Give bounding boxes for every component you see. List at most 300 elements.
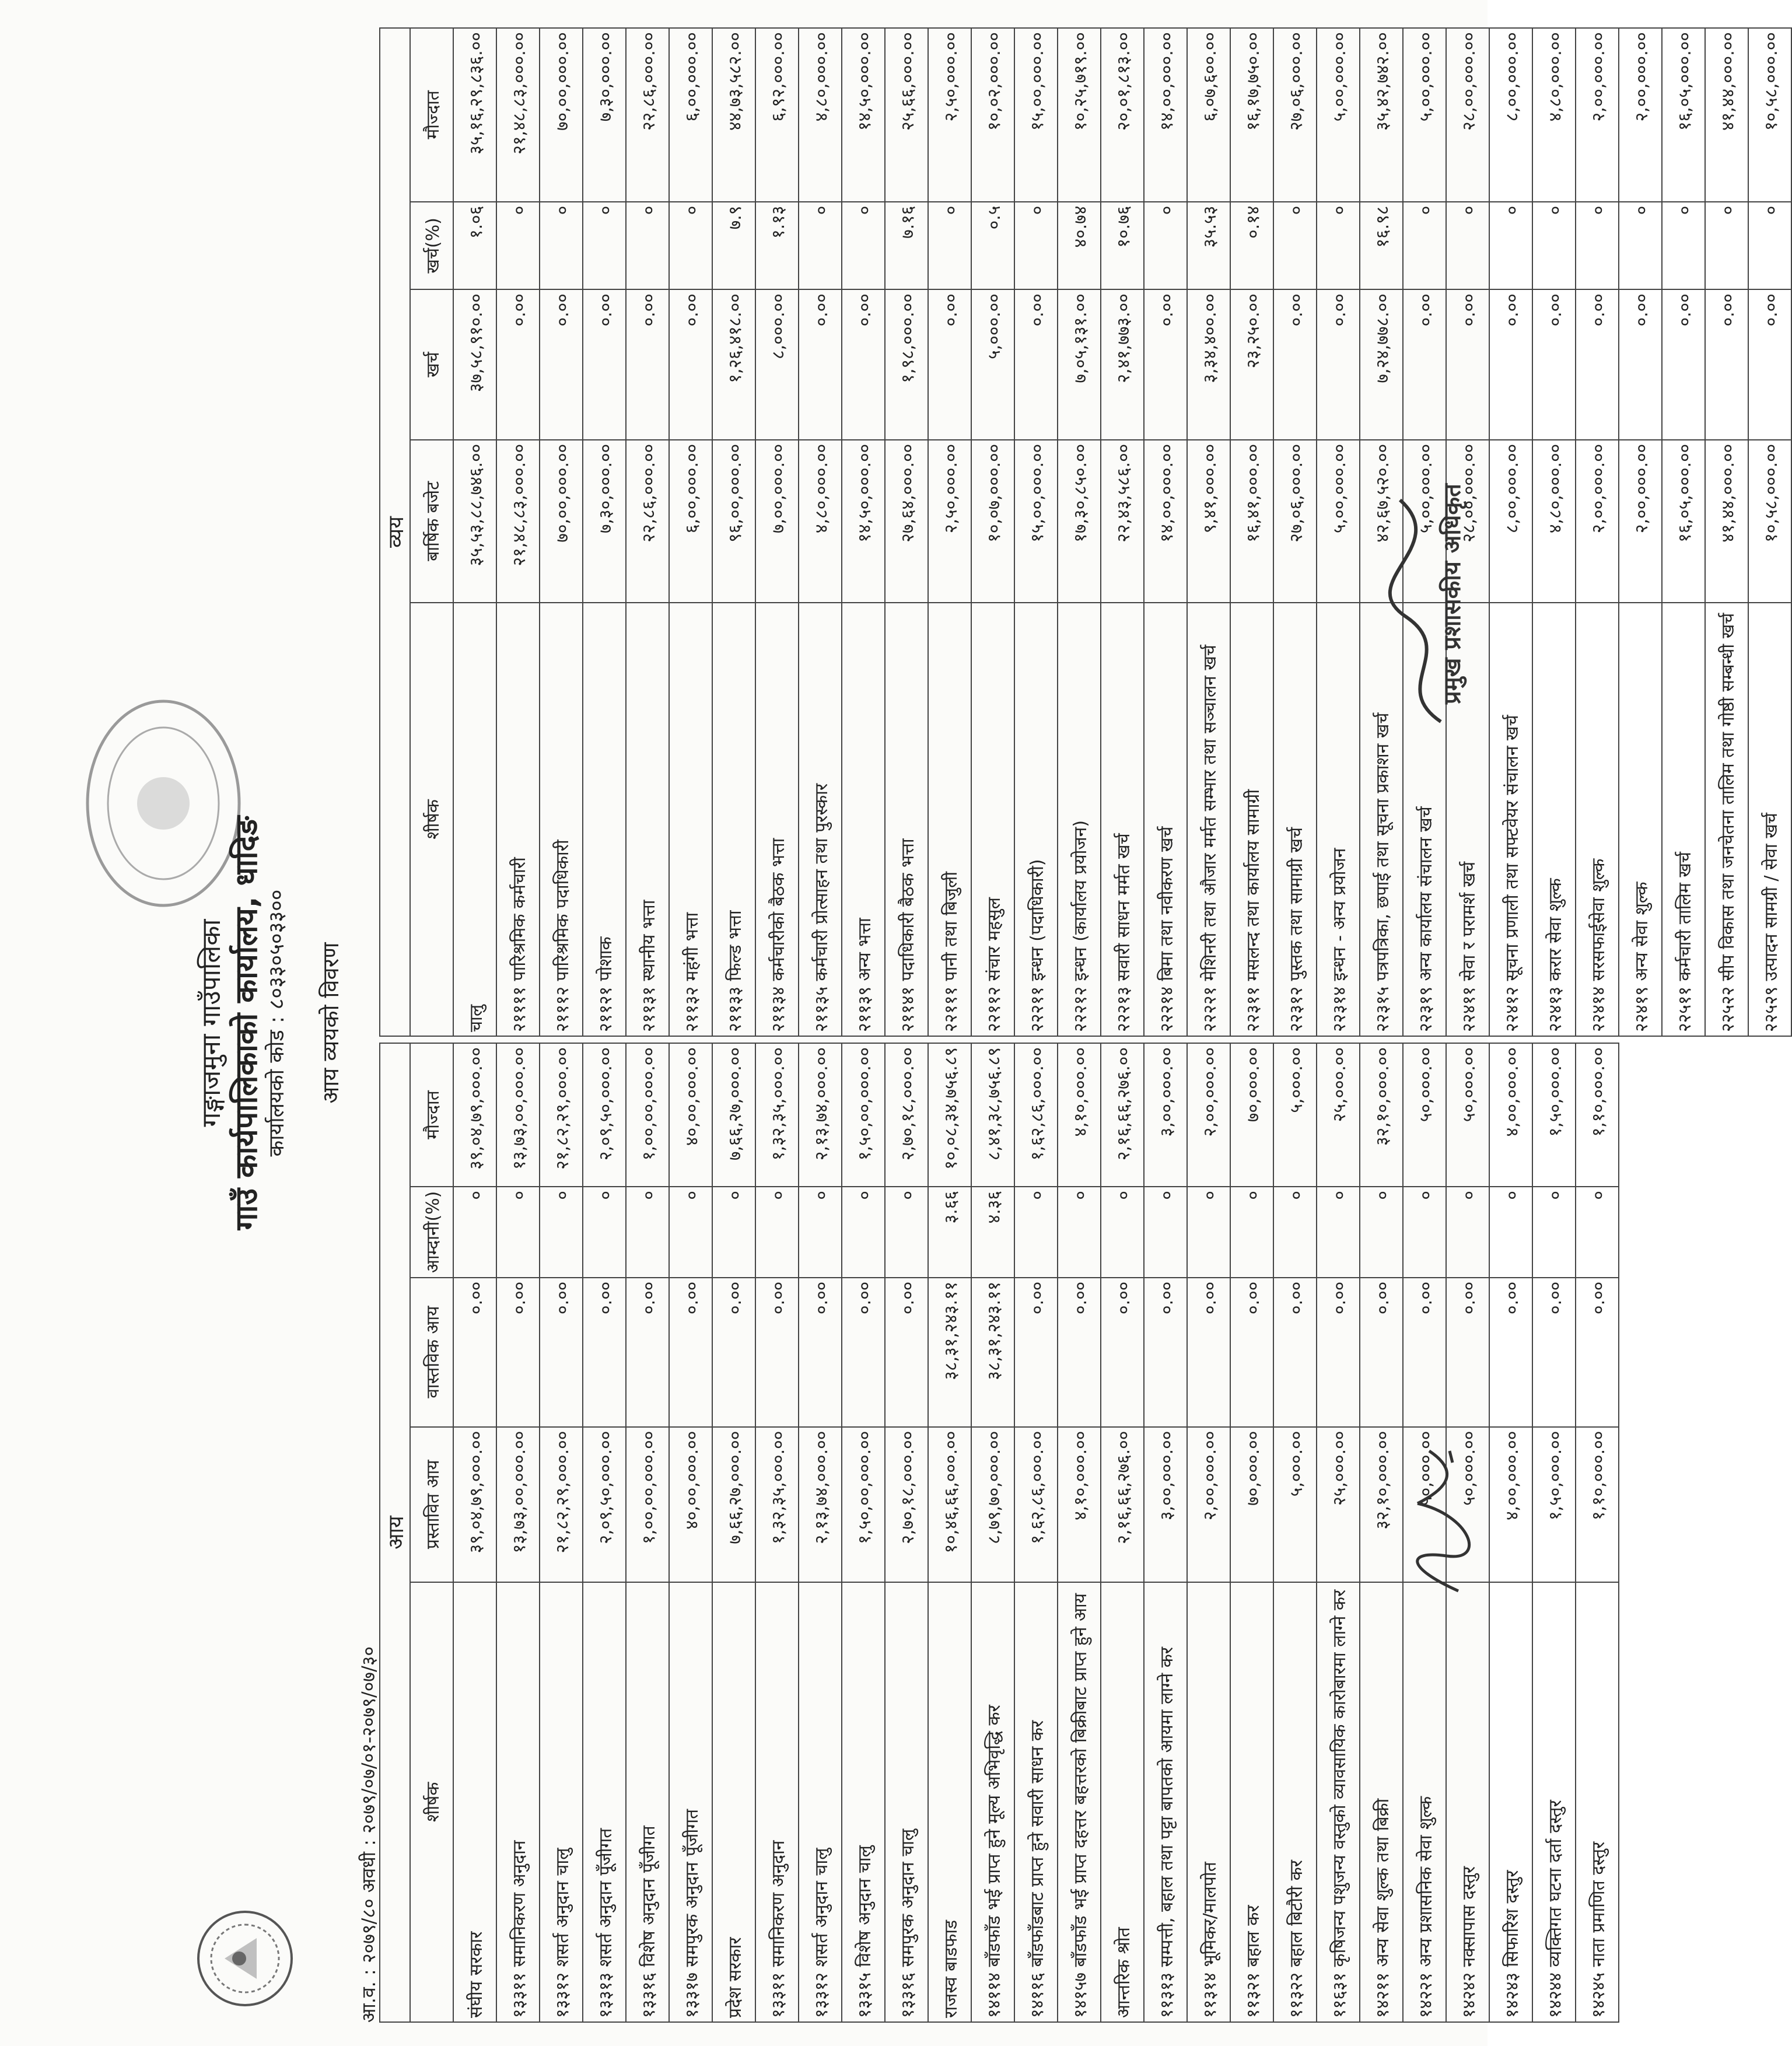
expense-cell-balance: २०,०१,८१३.०० — [1101, 28, 1144, 202]
expense-cell-amount-b: ०.०० — [1144, 289, 1187, 440]
income-row — [928, 1043, 971, 2022]
expense-cell-amount-b: ०.०० — [583, 289, 626, 440]
expense-col-balance: मौज्दात — [410, 28, 453, 202]
income-cell-amount-b: ०.०० — [712, 1278, 755, 1427]
expense-cell-title: २१११२ पारिश्रमिक पदाधिकारी — [540, 603, 583, 1036]
income-cell-balance: ५०,०००.०० — [1403, 1043, 1446, 1187]
expense-row — [755, 28, 799, 1036]
income-cell-amount-a: २१,८२,२९,०००.०० — [540, 1427, 583, 1582]
income-cell-amount-a: १,३२,३५,०००.०० — [755, 1427, 799, 1582]
expense-cell-title: २२२१४ बिमा तथा नवीकरण खर्च — [1144, 603, 1187, 1036]
income-row — [1230, 1043, 1273, 2022]
expense-cell-balance: ८,००,०००.०० — [1489, 28, 1532, 202]
income-cell-amount-a: ४,१०,०००.०० — [1058, 1427, 1101, 1582]
expense-cell-amount-b: ०.०० — [1489, 289, 1532, 440]
income-cell-balance: २,१३,७४,०००.०० — [799, 1043, 842, 1187]
income-cell-title: १३३११ समानिकरण अनुदान — [755, 1582, 799, 2022]
income-cell-amount-b: ०.०० — [626, 1278, 669, 1427]
income-row — [885, 1043, 928, 2022]
expense-cell-title: २२३१५ पत्रपत्रिका, छपाई तथा सूचना प्रकाशन खर्च — [1360, 603, 1403, 1036]
income-cell-title: १३३१३ शसर्त अनुदान पूँजीगत — [583, 1582, 626, 2022]
expense-cell-amount-a: २७,०६,०००.०० — [1273, 440, 1317, 603]
income-row — [971, 1043, 1014, 2022]
income-cell-amount-b: ०.०० — [669, 1278, 712, 1427]
income-cell-percent: ० — [583, 1187, 626, 1278]
income-row — [1273, 1043, 1317, 2022]
income-cell-amount-a: ५०,०००.०० — [1446, 1427, 1489, 1582]
expense-cell-balance: २७,०६,०००.०० — [1273, 28, 1317, 202]
income-cell-percent: ० — [1230, 1187, 1273, 1278]
income-cell-percent: ० — [842, 1187, 885, 1278]
expense-row — [583, 28, 626, 1036]
income-cell-balance: २१,८२,२९,०००.०० — [540, 1043, 583, 1187]
expense-cell-title: २११२१ पोशाक — [583, 603, 626, 1036]
income-cell-amount-a: ४०,००,०००.०० — [669, 1427, 712, 1582]
income-cell-amount-b: ०.०० — [1144, 1278, 1187, 1427]
income-cell-balance: ४०,००,०००.०० — [669, 1043, 712, 1187]
expense-cell-percent: ७.१६ — [885, 202, 928, 289]
income-cell-amount-b: ०.०० — [1273, 1278, 1317, 1427]
expense-cell-amount-a: ४,८०,०००.०० — [799, 440, 842, 603]
income-cell-amount-b: ०.०० — [842, 1278, 885, 1427]
income-col-balance: मौज्दात — [410, 1043, 453, 1187]
income-cell-title: १३३१५ विशेष अनुदान चालु — [842, 1582, 885, 2022]
income-cell-amount-a: १,००,००,०००.०० — [626, 1427, 669, 1582]
expense-cell-title: २११३३ फिल्ड भत्ता — [712, 603, 755, 1036]
expense-cell-title: २२५२९ उत्पादन सामग्री / सेवा खर्च — [1748, 603, 1791, 1036]
income-cell-percent: ० — [1489, 1187, 1532, 1278]
expense-cell-percent: ० — [1273, 202, 1317, 289]
income-cell-percent: ० — [1576, 1187, 1619, 1278]
expense-cell-title: २२४१३ करार सेवा शुल्क — [1532, 603, 1576, 1036]
income-cell-amount-a: १०,४६,६६,०००.०० — [928, 1427, 971, 1582]
expense-cell-title: २२४१९ अन्य सेवा शुल्क — [1619, 603, 1662, 1036]
income-cell-title: १३३१२ शसर्त अनुदान चालु — [799, 1582, 842, 2022]
income-cell-title: १४११६ बाँडफाँडबाट प्राप्त हुने सवारी साधन कर — [1014, 1582, 1058, 2022]
income-cell-amount-a: ३२,१०,०००.०० — [1360, 1427, 1403, 1582]
income-row — [540, 1043, 583, 2022]
expense-cell-amount-b: २,४१,७७३.०० — [1101, 289, 1144, 440]
expense-cell-amount-a: २२,४३,५८६.०० — [1101, 440, 1144, 603]
expense-cell-balance: २,५०,०००.०० — [928, 28, 971, 202]
income-cell-title: संघीय सरकार — [453, 1582, 496, 2022]
income-cell-amount-b: ०.०० — [1230, 1278, 1273, 1427]
income-cell-title: १४१५७ बाँडफाँड भई प्राप्त दहत्तर बहत्तरको बिक्रीबाट प्राप्त हुने आय — [1058, 1582, 1101, 2022]
income-cell-amount-b: ०.०० — [1187, 1278, 1230, 1427]
income-row — [453, 1043, 496, 2022]
expense-cell-percent: १.१३ — [755, 202, 799, 289]
expense-section-title: व्यय — [380, 28, 410, 1036]
expense-cell-percent: १.०६ — [453, 202, 496, 289]
expense-cell-amount-a: १६,४१,०००.०० — [1230, 440, 1273, 603]
income-cell-amount-b: ०.०० — [453, 1278, 496, 1427]
expense-cell-amount-b: ०.०० — [799, 289, 842, 440]
income-cell-amount-a: ५,०००.०० — [1273, 1427, 1317, 1582]
income-cell-title: १३३१२ शसर्त अनुदान चालु — [540, 1582, 583, 2022]
expense-cell-amount-a: ७०,००,०००.०० — [540, 440, 583, 603]
expense-cell-title: २२२२१ मेशिनरी तथा औजार मर्मत सम्भार तथा सञ्चालन खर्च — [1187, 603, 1230, 1036]
expense-row — [1489, 28, 1532, 1036]
income-cell-balance: ८,४१,३८,७५६.८९ — [971, 1043, 1014, 1187]
income-cell-title: ११३२२ बहाल बिटौरी कर — [1273, 1582, 1317, 2022]
income-cell-percent: ० — [1187, 1187, 1230, 1278]
income-row — [755, 1043, 799, 2022]
expense-row — [1705, 28, 1748, 1036]
income-cell-amount-a: १,१०,०००.०० — [1576, 1427, 1619, 1582]
expense-cell-balance: ४,८०,०००.०० — [1532, 28, 1576, 202]
expense-cell-percent: ० — [496, 202, 540, 289]
expense-cell-amount-a: ३५,५३,८८,७४६.०० — [453, 440, 496, 603]
expense-cell-amount-a: २२,८६,०००.०० — [626, 440, 669, 603]
expense-cell-title: २२४११ सेवा र परामर्श खर्च — [1446, 603, 1489, 1036]
expense-cell-amount-a: ८,००,०००.०० — [1489, 440, 1532, 603]
expense-cell-percent: ० — [1705, 202, 1748, 289]
expense-row — [540, 28, 583, 1036]
expense-cell-title: २२१११ पानी तथा बिजुली — [928, 603, 971, 1036]
income-cell-amount-b: ०.०० — [1489, 1278, 1532, 1427]
income-col-percent: आम्दानी(%) — [410, 1187, 453, 1278]
income-cell-balance: १,००,००,०००.०० — [626, 1043, 669, 1187]
income-cell-title: १४२४५ नाता प्रमाणित दस्तुर — [1576, 1582, 1619, 2022]
income-cell-amount-b: ०.०० — [1576, 1278, 1619, 1427]
expense-cell-amount-b: ०.०० — [1619, 289, 1662, 440]
income-col-actual: वास्तविक आय — [410, 1278, 453, 1427]
income-cell-balance: २,७०,१८,०००.०० — [885, 1043, 928, 1187]
expense-cell-amount-a: ७,३०,०००.०० — [583, 440, 626, 603]
income-header-row — [410, 1043, 453, 2022]
expense-row — [626, 28, 669, 1036]
income-cell-title: १४२४४ व्यक्तिगत घटना दर्ता दस्तुर — [1532, 1582, 1576, 2022]
expense-cell-amount-b: ०.०० — [1748, 289, 1791, 440]
income-cell-balance: १,५०,००,०००.०० — [842, 1043, 885, 1187]
expense-cell-amount-b: ०.०० — [626, 289, 669, 440]
expense-cell-percent: ० — [1576, 202, 1619, 289]
income-cell-percent: ० — [1532, 1187, 1576, 1278]
expense-cell-percent: ० — [1489, 202, 1532, 289]
expense-cell-balance: ६,०७,६००.०० — [1187, 28, 1230, 202]
expense-cell-percent: ० — [1317, 202, 1360, 289]
expense-cell-balance: ५,००,०००.०० — [1317, 28, 1360, 202]
income-cell-balance: ३,००,०००.०० — [1144, 1043, 1187, 1187]
expense-cell-amount-a: २,५०,०००.०० — [928, 440, 971, 603]
expense-row — [842, 28, 885, 1036]
income-cell-percent: ४.३६ — [971, 1187, 1014, 1278]
expense-cell-percent: ० — [928, 202, 971, 289]
expense-cell-balance: २,००,०००.०० — [1576, 28, 1619, 202]
expense-cell-balance: १५,००,०००.०० — [1014, 28, 1058, 202]
income-cell-amount-a: ८,७९,७०,०००.०० — [971, 1427, 1014, 1582]
income-row — [1489, 1043, 1532, 2022]
expense-cell-title: २२२१३ सवारी साधन मर्मत खर्च — [1101, 603, 1144, 1036]
expense-row — [1273, 28, 1317, 1036]
income-cell-balance: ५०,०००.०० — [1446, 1043, 1489, 1187]
income-cell-title: १३३१७ समपुरक अनुदान पूँजीगत — [669, 1582, 712, 2022]
expense-cell-amount-b: ७,२४,७७८.०० — [1360, 289, 1403, 440]
expense-cell-percent: ० — [1532, 202, 1576, 289]
income-cell-title: १४२४३ सिफारिश दस्तुर — [1489, 1582, 1532, 2022]
expense-col-budget: बार्षिक बजेट — [410, 440, 453, 603]
income-cell-amount-b: ०.०० — [1058, 1278, 1101, 1427]
expense-cell-balance: ४१,४४,०००.०० — [1705, 28, 1748, 202]
income-cell-percent: ० — [712, 1187, 755, 1278]
expense-row — [1101, 28, 1144, 1036]
income-cell-amount-b: ०.०० — [755, 1278, 799, 1427]
income-cell-title: ११३१३ सम्पत्ती, बहाल तथा पट्टा बापतको आयमा लाग्ने कर — [1144, 1582, 1187, 2022]
income-cell-balance: १,५०,०००.०० — [1532, 1043, 1576, 1187]
income-cell-percent: ० — [799, 1187, 842, 1278]
income-cell-title: ११६३१ कृषिजन्य पशुजन्य वस्तुको व्यावसायिक कारोबारमा लाग्ने कर — [1317, 1582, 1360, 2022]
income-cell-amount-b: ३८,३१,२४३.११ — [971, 1278, 1014, 1427]
expense-cell-amount-a: १४,५०,०००.०० — [842, 440, 885, 603]
income-row — [712, 1043, 755, 2022]
expense-cell-percent: ० — [1144, 202, 1187, 289]
income-cell-title: १३३१६ विशेष अनुदान पूँजीगत — [626, 1582, 669, 2022]
expense-cell-title: २११४१ पदाधिकारी बैठक भत्ता — [885, 603, 928, 1036]
expense-cell-title: २२२११ इन्धन (पदाधिकारी) — [1014, 603, 1058, 1036]
income-cell-amount-a: ७०,०००.०० — [1230, 1427, 1273, 1582]
income-cell-balance: १,१०,०००.०० — [1576, 1043, 1619, 1187]
expense-cell-amount-b: ०.०० — [1532, 289, 1576, 440]
expense-cell-percent: ० — [1619, 202, 1662, 289]
income-cell-percent: ० — [1101, 1187, 1144, 1278]
expense-cell-balance: ७०,००,०००.०० — [540, 28, 583, 202]
income-cell-amount-b: ०.०० — [1014, 1278, 1058, 1427]
income-cell-balance: ५,०००.०० — [1273, 1043, 1317, 1187]
income-cell-amount-a: २५,०००.०० — [1317, 1427, 1360, 1582]
expense-col-spent: खर्च — [410, 289, 453, 440]
expense-cell-amount-b: ०.०० — [1014, 289, 1058, 440]
income-cell-amount-a: ७,६६,२७,०००.०० — [712, 1427, 755, 1582]
expense-cell-percent: १६.९८ — [1360, 202, 1403, 289]
income-row — [496, 1043, 540, 2022]
income-row — [1317, 1043, 1360, 2022]
income-cell-amount-b: ०.०० — [799, 1278, 842, 1427]
expense-row — [1317, 28, 1360, 1036]
expense-cell-amount-a: १५,००,०००.०० — [1014, 440, 1058, 603]
income-cell-balance: २,००,०००.०० — [1187, 1043, 1230, 1187]
expense-cell-percent: १०.७६ — [1101, 202, 1144, 289]
expense-cell-title: २२२१२ इन्धन (कार्यालय प्रयोजन) — [1058, 603, 1101, 1036]
expense-table-body — [453, 28, 1791, 1036]
expense-cell-amount-b: ३७,५८,९१०.०० — [453, 289, 496, 440]
expense-cell-amount-a: १०,०७,०००.०० — [971, 440, 1014, 603]
expense-cell-amount-a: १०,५८,०००.०० — [1748, 440, 1791, 603]
expense-cell-amount-b: ०.०० — [1705, 289, 1748, 440]
income-cell-amount-a: ५०,०००.०० — [1403, 1427, 1446, 1582]
expense-cell-title: २२५२२ सीप विकास तथा जनचेतना तालिम तथा गोष्ठी सम्बन्धी खर्च — [1705, 603, 1748, 1036]
expense-cell-title: २२३१२ पुस्तक तथा सामाग्री खर्च — [1273, 603, 1317, 1036]
expense-cell-amount-a: २८,००,०००.०० — [1446, 440, 1489, 603]
expense-cell-balance: ३५,१६,२९,८३६.०० — [453, 28, 496, 202]
expense-cell-balance: १६,१७,७५०.०० — [1230, 28, 1273, 202]
income-cell-percent: ० — [626, 1187, 669, 1278]
income-cell-amount-a: ३९,०४,७९,०००.०० — [453, 1427, 496, 1582]
expense-row — [496, 28, 540, 1036]
expense-cell-balance: २२,८६,०००.०० — [626, 28, 669, 202]
expense-cell-percent: ३५.५३ — [1187, 202, 1230, 289]
expense-cell-amount-b: ०.०० — [1403, 289, 1446, 440]
expense-cell-amount-a: २,००,०००.०० — [1619, 440, 1662, 603]
income-row — [669, 1043, 712, 2022]
income-cell-amount-b: ०.०० — [1360, 1278, 1403, 1427]
income-cell-title: १३३११ समानिकरण अनुदान — [496, 1582, 540, 2022]
income-row — [1532, 1043, 1576, 2022]
expense-cell-title: २२३११ मसलन्द तथा कार्यालय सामाग्री — [1230, 603, 1273, 1036]
income-row — [1187, 1043, 1230, 2022]
income-cell-balance: ३२,१०,०००.०० — [1360, 1043, 1403, 1187]
expense-cell-balance: १०,५८,०००.०० — [1748, 28, 1791, 202]
expense-row — [1619, 28, 1662, 1036]
expense-row — [1014, 28, 1058, 1036]
expense-cell-amount-a: ९,४१,०००.०० — [1187, 440, 1230, 603]
income-row — [626, 1043, 669, 2022]
expense-cell-balance: ४४,७३,५८२.०० — [712, 28, 755, 202]
expense-cell-title: २२३१९ अन्य कार्यालय संचालन खर्च — [1403, 603, 1446, 1036]
expense-cell-percent: ० — [1014, 202, 1058, 289]
expense-cell-amount-b: ०.०० — [928, 289, 971, 440]
income-col-proposed: प्रस्तावित आय — [410, 1427, 453, 1582]
expense-cell-amount-b: ३,३४,४००.०० — [1187, 289, 1230, 440]
expense-cell-percent: ० — [1662, 202, 1705, 289]
expense-row — [799, 28, 842, 1036]
expense-row — [1532, 28, 1576, 1036]
income-cell-balance: ७,६६,२७,०००.०० — [712, 1043, 755, 1187]
expense-row — [928, 28, 971, 1036]
officer-title: प्रमुख प्रशासकीय अधिकृत — [1439, 484, 1466, 704]
expense-cell-amount-b: ०.०० — [1317, 289, 1360, 440]
fiscal-period: आ.व. : २०७९/८० अवधी : २०७९/०७/०१-२०७९/०७/३० — [358, 1646, 380, 2023]
expense-row — [1662, 28, 1705, 1036]
expense-cell-title: २२५११ कर्मचारी तालिम खर्च — [1662, 603, 1705, 1036]
income-row — [1144, 1043, 1187, 2022]
income-cell-amount-b: ०.०० — [1403, 1278, 1446, 1427]
income-cell-percent: ० — [669, 1187, 712, 1278]
municipality-name: गङ्गाजमुना गाउँपालिका — [197, 919, 226, 1127]
expense-cell-amount-b: ०.०० — [1446, 289, 1489, 440]
expense-cell-amount-b: १,९८,०००.०० — [885, 289, 928, 440]
expense-cell-amount-b: ५,०००.०० — [971, 289, 1014, 440]
expense-cell-amount-b: २३,२५०.०० — [1230, 289, 1273, 440]
expense-cell-percent: ० — [540, 202, 583, 289]
income-cell-title: १३३१६ समपुरक अनुदान चालु — [885, 1582, 928, 2022]
income-cell-amount-b: ०.०० — [496, 1278, 540, 1427]
office-code: कार्यालयको कोड : ८०३३०५०३३०० — [265, 889, 289, 1157]
expense-cell-amount-a: १४,००,०००.०० — [1144, 440, 1187, 603]
income-cell-amount-a: २,१६,६६,२७६.०० — [1101, 1427, 1144, 1582]
expense-row — [1576, 28, 1619, 1036]
income-cell-title: आन्तरिक श्रोत — [1101, 1582, 1144, 2022]
income-cell-amount-a: १,५०,००,०००.०० — [842, 1427, 885, 1582]
income-cell-amount-b: ३८,३१,२४३.११ — [928, 1278, 971, 1427]
expense-cell-amount-a: ६,००,०००.०० — [669, 440, 712, 603]
income-cell-amount-b: ०.०० — [1101, 1278, 1144, 1427]
income-row — [1058, 1043, 1101, 2022]
expense-cell-amount-a: १७,३०,८५०.०० — [1058, 440, 1101, 603]
income-cell-amount-a: १,६२,८६,०००.०० — [1014, 1427, 1058, 1582]
expense-cell-percent: ७.९ — [712, 202, 755, 289]
income-cell-balance: २,०९,५०,०००.०० — [583, 1043, 626, 1187]
income-cell-balance: १३,७३,००,०००.०० — [496, 1043, 540, 1187]
income-cell-amount-a: २,००,०००.०० — [1187, 1427, 1230, 1582]
expense-cell-balance: ३५,४२,७४२.०० — [1360, 28, 1403, 202]
expense-cell-balance: ६,९२,०००.०० — [755, 28, 799, 202]
expense-table — [379, 27, 1792, 1037]
income-cell-percent: ० — [1058, 1187, 1101, 1278]
expense-cell-amount-a: ५,००,०००.०० — [1403, 440, 1446, 603]
expense-cell-balance: १४,००,०००.०० — [1144, 28, 1187, 202]
income-cell-percent: ० — [885, 1187, 928, 1278]
income-row — [799, 1043, 842, 2022]
income-cell-percent: ३.६६ — [928, 1187, 971, 1278]
expense-cell-amount-b: ०.०० — [842, 289, 885, 440]
income-cell-balance: ३९,०४,७९,०००.०० — [453, 1043, 496, 1187]
expense-cell-percent: ०.५ — [971, 202, 1014, 289]
income-cell-amount-a: २,७०,१८,०००.०० — [885, 1427, 928, 1582]
income-row — [842, 1043, 885, 2022]
income-cell-title: १४११४ बाँडफाँड भई प्राप्त हुने मूल्य अभिवृद्धि कर — [971, 1582, 1014, 2022]
expense-cell-amount-a: ४१,४४,०००.०० — [1705, 440, 1748, 603]
income-cell-amount-a: १३,७३,००,०००.०० — [496, 1427, 540, 1582]
income-cell-title: १४२४२ नक्सापास दस्तुर — [1446, 1582, 1489, 2022]
expense-cell-amount-a: ४,८०,०००.०० — [1532, 440, 1576, 603]
income-cell-percent: ० — [755, 1187, 799, 1278]
expense-cell-title: २११३४ कर्मचारीको बैठक भत्ता — [755, 603, 799, 1036]
expense-cell-amount-a: ५,००,०००.०० — [1317, 440, 1360, 603]
income-cell-balance: २५,०००.०० — [1317, 1043, 1360, 1187]
income-cell-title: प्रदेश सरकार — [712, 1582, 755, 2022]
expense-header-row — [410, 28, 453, 1036]
expense-cell-balance: ५,००,०००.०० — [1403, 28, 1446, 202]
income-cell-percent: ० — [1317, 1187, 1360, 1278]
income-cell-percent: ० — [1273, 1187, 1317, 1278]
expense-cell-amount-b: ०.०० — [1662, 289, 1705, 440]
expense-cell-balance: २१,४८,८३,०००.०० — [496, 28, 540, 202]
expense-cell-title: २११११ पारिश्रमिक कर्मचारी — [496, 603, 540, 1036]
expense-cell-balance: ६,००,०००.०० — [669, 28, 712, 202]
income-cell-balance: ४,००,०००.०० — [1489, 1043, 1532, 1187]
expense-cell-amount-b: ८,०००.०० — [755, 289, 799, 440]
income-cell-title: १४२२१ अन्य प्रशासनिक सेवा शुल्क — [1403, 1582, 1446, 2022]
expense-cell-amount-b: १,२६,४१८.०० — [712, 289, 755, 440]
expense-cell-balance: २८,००,०००.०० — [1446, 28, 1489, 202]
expense-cell-balance: १०,०२,०००.०० — [971, 28, 1014, 202]
income-row — [583, 1043, 626, 2022]
report-title: आय व्ययको विवरण — [318, 942, 344, 1104]
expense-cell-balance: १६,०५,०००.०० — [1662, 28, 1705, 202]
income-cell-amount-a: २,१३,७४,०००.०० — [799, 1427, 842, 1582]
income-cell-title: ११३२१ बहाल कर — [1230, 1582, 1273, 2022]
expense-cell-balance: ४,८०,०००.०० — [799, 28, 842, 202]
expense-row — [669, 28, 712, 1036]
expense-cell-amount-a: २,००,०००.०० — [1576, 440, 1619, 603]
expense-cell-amount-b: ०.०० — [1576, 289, 1619, 440]
expense-cell-title: चालु — [453, 603, 496, 1036]
expense-cell-title: २२४१४ सरसफाईसेवा शुल्क — [1576, 603, 1619, 1036]
income-cell-title: ११३१४ भूमिकर/मालपोत — [1187, 1582, 1230, 2022]
income-cell-percent: ० — [1014, 1187, 1058, 1278]
expense-cell-title: २२४१२ सूचना प्रणाली तथा सफ्टवेयर संचालन खर्च — [1489, 603, 1532, 1036]
expense-row — [1748, 28, 1791, 1036]
expense-row — [971, 28, 1014, 1036]
income-cell-balance: १०,०८,३४,७५६.८९ — [928, 1043, 971, 1187]
expense-row — [453, 28, 496, 1036]
income-row — [1014, 1043, 1058, 2022]
expense-cell-amount-a: २७,६४,०००.०० — [885, 440, 928, 603]
expense-cell-balance: १०,२५,७१९.०० — [1058, 28, 1101, 202]
expense-cell-balance: १४,५०,०००.०० — [842, 28, 885, 202]
expense-cell-amount-a: ४२,६७,५२०.०० — [1360, 440, 1403, 603]
expense-cell-amount-b: ७,०५,१३१.०० — [1058, 289, 1101, 440]
